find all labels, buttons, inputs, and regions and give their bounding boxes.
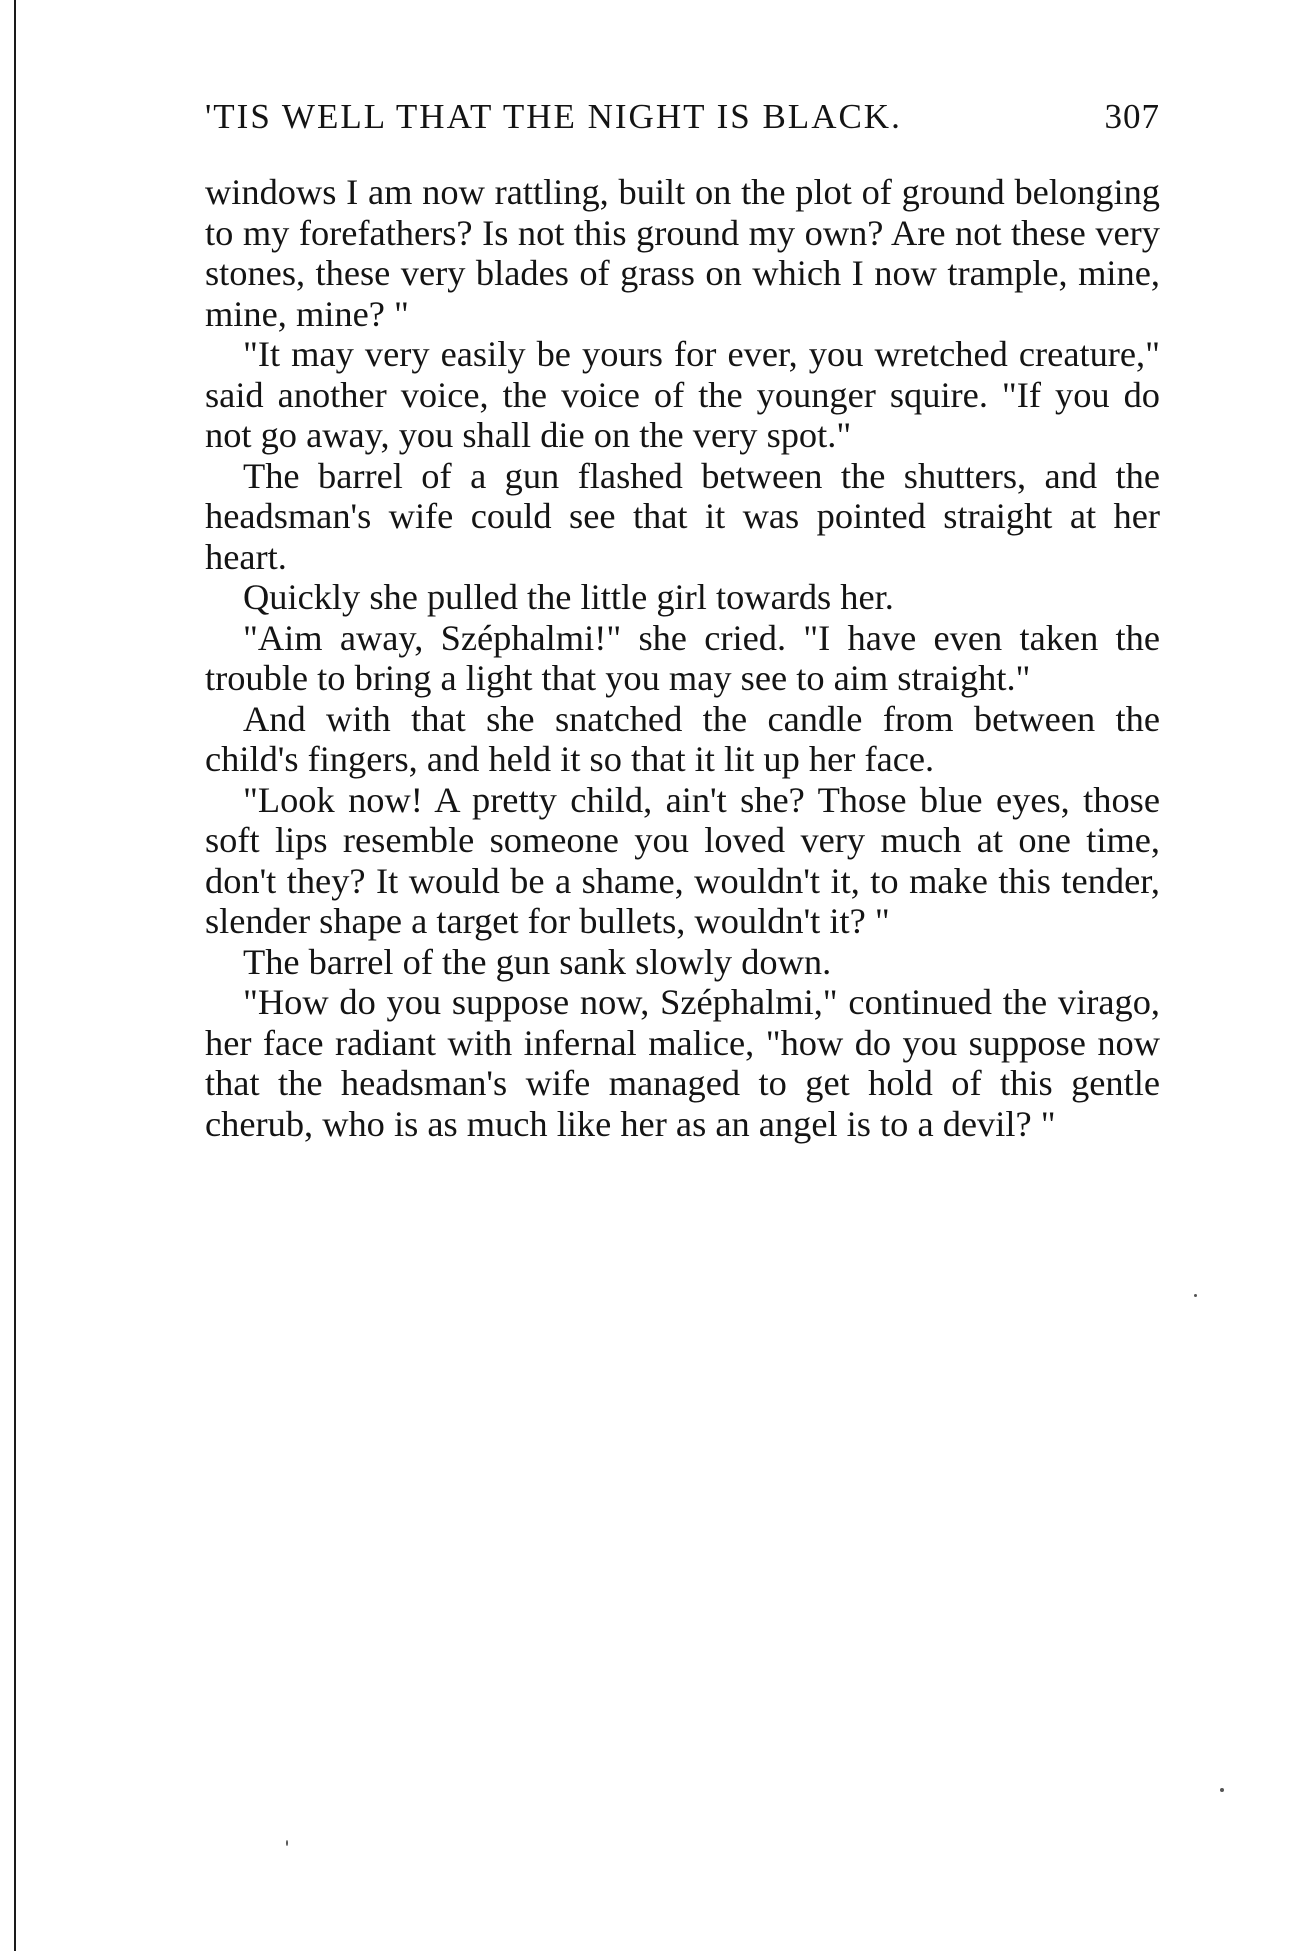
paper-speck bbox=[286, 1840, 288, 1846]
body-text bbox=[205, 172, 1160, 1144]
running-title: 'TIS WELL THAT THE NIGHT IS BLACK. bbox=[205, 97, 902, 136]
paragraph: "Look now! A pretty child, ain't she? Those blue eyes, those soft lips resemble someone you loved very much at one time, don't they? It would be a shame, wouldn't it, to make this tender, slender shape a target for bullets, wouldn't it? " bbox=[205, 779, 1160, 941]
page-number: 307 bbox=[1104, 97, 1160, 136]
running-head bbox=[205, 92, 1160, 142]
book-page bbox=[205, 92, 1160, 1144]
paragraph: "How do you suppose now, Széphalmi," continued the virago, her face radiant with infernal malice, "how do you suppose now that the headsman's wife managed to get hold of this gentle cherub, who is as much like her as an angel is to a devil? " bbox=[205, 982, 1160, 1144]
binding-edge-line bbox=[14, 0, 16, 1951]
paper-speck bbox=[1194, 1294, 1197, 1297]
paragraph: And with that she snatched the candle from between the child's fingers, and held it so that it lit up her face. bbox=[205, 698, 1160, 779]
paragraph: Quickly she pulled the little girl towards her. bbox=[243, 577, 894, 617]
paragraph: The barrel of the gun sank slowly down. bbox=[243, 941, 832, 982]
paragraph: "It may very easily be yours for ever, you wretched creature," said another voice, the voice of the younger squire. "If you do not go away, you shall die on the very spot." bbox=[205, 334, 1160, 455]
paragraph: The barrel of a gun flashed between the shutters, and the headsman's wife could see that it was pointed straight at her heart. bbox=[205, 455, 1160, 577]
paper-speck bbox=[1220, 1788, 1224, 1792]
paragraph: "Aim away, Széphalmi!" she cried. "I have even taken the trouble to bring a light that you may see to aim straight." bbox=[205, 617, 1160, 698]
paragraph: windows I am now rattling, built on the plot of ground belonging to my forefathers? Is not this ground my own? Are not these very stones, these very blades of grass on which I now trample, mine, mine, mine? " bbox=[205, 172, 1160, 334]
